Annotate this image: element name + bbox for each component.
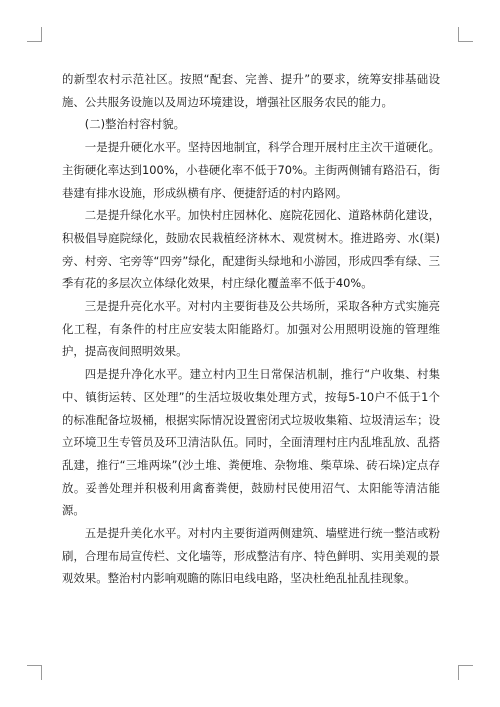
crop-mark-top-left <box>41 27 42 42</box>
paragraph-continuation: 的新型农村示范社区。按照“配套、完善、提升”的要求，统筹安排基础设施、公共服务设施以及周边环境建设，增强社区服务农民的能力。 <box>62 72 440 109</box>
section-heading: (二)整治村容村貌。 <box>84 117 186 132</box>
paragraph-greening: 二是提升绿化水平。加快村庄园林化、庭院花园化、道路林荫化建设，积极倡导庭院绿化，鼓励农民栽植经济林木、观赏树木。推进路旁、水(渠)旁、村旁、宅旁等“四旁”绿化，配建街头绿地和小游园，形成四季有绿、三季有花的多层次立体绿化效果，村庄绿化覆盖率不低于40%。 <box>62 208 440 291</box>
crop-mark-bottom-right <box>459 665 473 666</box>
crop-mark-top-right <box>459 41 473 42</box>
paragraph-beautifying: 五是提升美化水平。对村内主要街道两侧建筑、墙壁进行统一整洁或粉刷，合理布局宣传栏、文化墙等，形成整洁有序、特色鲜明、实用美观的景观效果。整治村内影响观瞻的陈旧电线电路，坚决杜绝乱扯乱挂现象。 <box>62 526 440 586</box>
paragraph-hardening: 一是提升硬化水平。坚持因地制宜，科学合理开展村庄主次干道硬化。主街硬化率达到100%，小巷硬化率不低于70%。主街两侧铺有路沿石，街巷建有排水设施，形成纵横有序、便捷舒适的村内路网。 <box>62 140 440 200</box>
document-body <box>62 68 440 590</box>
paragraph-cleaning: 四是提升净化水平。建立村内卫生日常保洁机制，推行“户收集、村集中、镇街运转、区处理”的生活垃圾收集处理方式，按每5-10户不低于1个的标准配备垃圾桶，根据实际情况设置密闭式垃圾收集箱、垃圾清运车；设立环境卫生专管员及环卫清洁队伍。同时，全面清理村庄内乱堆乱放、乱搭乱建，推行“三堆两垛”(沙土堆、粪便堆、杂物堆、柴草垛、砖石垛)定点存放。妥善处理并积极利用禽畜粪便，鼓励村民使用沼气、太阳能等清洁能源。 <box>62 367 440 518</box>
crop-mark-bottom-right <box>458 665 459 680</box>
crop-mark-top-left <box>27 41 41 42</box>
crop-mark-top-right <box>458 27 459 42</box>
crop-mark-bottom-left <box>41 665 42 680</box>
paragraph-lighting: 三是提升亮化水平。对村内主要街巷及公共场所，采取各种方式实施亮化工程，有条件的村庄应安装太阳能路灯。加强对公用照明设施的管理维护，提高夜间照明效果。 <box>62 299 440 359</box>
crop-mark-bottom-left <box>27 665 41 666</box>
